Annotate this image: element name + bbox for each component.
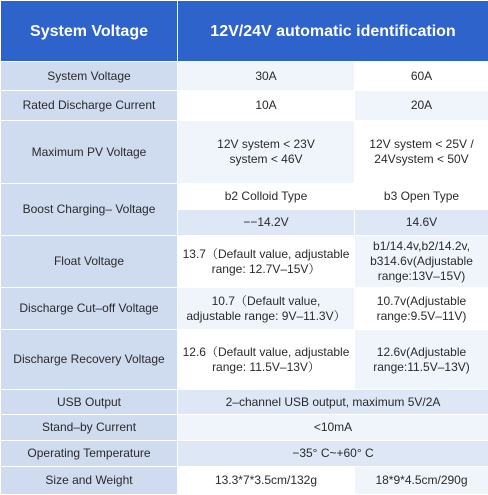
- cell-line: range:11.5V–13V): [355, 360, 488, 375]
- table-row: [1, 91, 488, 121]
- cell-value: −35° C~+60° C: [178, 441, 488, 467]
- cell-value: 13.3*7*3.5cm/132g: [178, 467, 355, 495]
- table-row: [1, 415, 488, 441]
- table-row: [1, 330, 488, 390]
- table-row: [1, 62, 488, 91]
- row-label: USB Output: [1, 390, 178, 415]
- row-label: Boost Charging– Voltage: [1, 184, 178, 236]
- cell-value: [355, 121, 488, 184]
- row-label: Discharge Recovery Voltage: [1, 330, 178, 390]
- row-label: Stand–by Current: [1, 415, 178, 441]
- cell-value: b2 Colloid Type: [178, 184, 355, 210]
- cell-line: range: 12.7V–15V）: [178, 262, 354, 277]
- cell-line: b1/14.4v,b2/14.2v,: [355, 239, 488, 254]
- cell-value: [178, 236, 355, 288]
- cell-value: [355, 330, 488, 390]
- table-row: [1, 288, 488, 330]
- cell-line: adjustable range: 9V–11.3V）: [178, 309, 354, 324]
- row-label: Maximum PV Voltage: [1, 121, 178, 184]
- cell-line: 10.7v(Adjustable: [355, 294, 488, 309]
- cell-value: 60A: [355, 62, 488, 91]
- cell-value: [178, 288, 355, 330]
- table-row: [1, 390, 488, 415]
- row-label: Rated Discharge Current: [1, 91, 178, 121]
- header-system-voltage: System Voltage: [1, 1, 178, 62]
- row-label: Operating Temperature: [1, 441, 178, 467]
- cell-value: [178, 121, 355, 184]
- cell-line: range:9.5V–11V): [355, 309, 488, 324]
- cell-value: 14.6V: [355, 210, 488, 236]
- cell-value: b3 Open Type: [355, 184, 488, 210]
- row-label: Size and Weight: [1, 467, 178, 495]
- cell-line: 12.6（Default value, adjustable: [178, 345, 354, 360]
- table-header-row: [1, 1, 488, 62]
- cell-value: 10A: [178, 91, 355, 121]
- cell-value: 18*9*4.5cm/290g: [355, 467, 488, 495]
- header-auto-identification: 12V/24V automatic identification: [178, 1, 488, 62]
- row-label: Float Voltage: [1, 236, 178, 288]
- table-row: [1, 121, 488, 184]
- cell-value: 20A: [355, 91, 488, 121]
- cell-value: [355, 236, 488, 288]
- table-row: [1, 184, 488, 210]
- cell-line: 12.6v(Adjustable: [355, 345, 488, 360]
- cell-line: system < 46V: [178, 152, 354, 167]
- table-row: [1, 467, 488, 495]
- cell-line: 12V system < 23V: [178, 137, 354, 152]
- row-label: System Voltage: [1, 62, 178, 91]
- table-row: [1, 236, 488, 288]
- cell-line: range:13V–15V): [355, 269, 488, 284]
- row-label: Discharge Cut–off Voltage: [1, 288, 178, 330]
- cell-line: 24Vsystem < 50V: [355, 152, 488, 167]
- cell-value: [178, 330, 355, 390]
- cell-line: 12V system < 25V /: [355, 137, 488, 152]
- cell-value: 2–channel USB output, maximum 5V/2A: [178, 390, 488, 415]
- table-row: [1, 441, 488, 467]
- cell-line: range: 11.5V–13V）: [178, 360, 354, 375]
- cell-line: b314.6v(Adjustable: [355, 254, 488, 269]
- cell-value: −−14.2V: [178, 210, 355, 236]
- cell-value: <10mA: [178, 415, 488, 441]
- cell-line: 10.7（Default value,: [178, 294, 354, 309]
- cell-value: 30A: [178, 62, 355, 91]
- cell-value: [355, 288, 488, 330]
- cell-line: 13.7（Default value, adjustable: [178, 247, 354, 262]
